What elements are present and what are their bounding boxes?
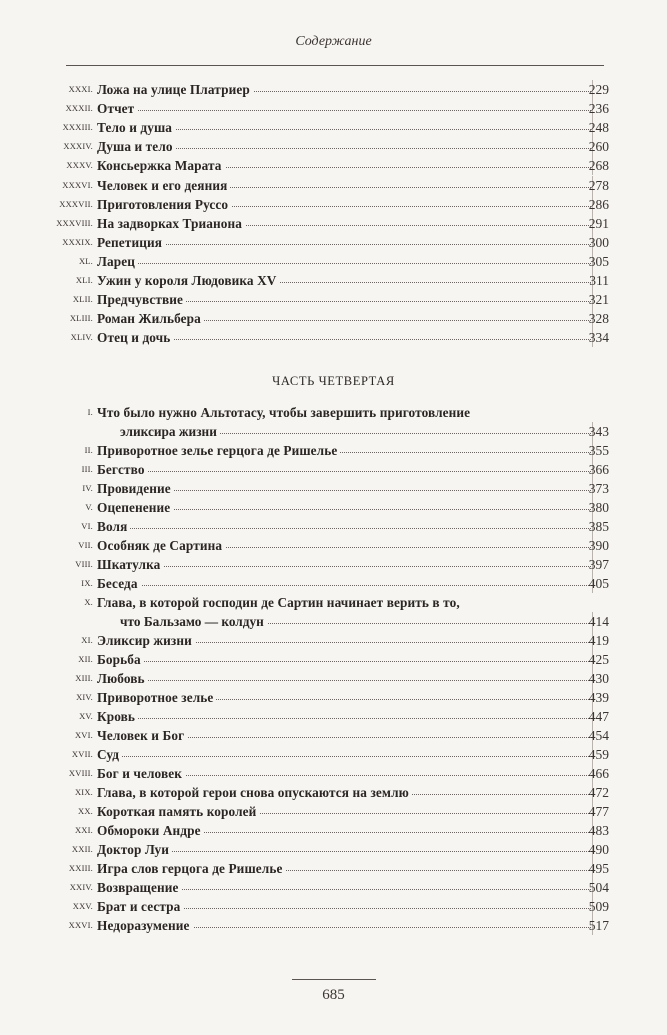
page-ref: 447 [588,709,609,724]
chapter-title: Кровь [97,707,138,726]
dot-leader [97,263,591,264]
page-ref: 472 [588,785,609,800]
toc-entry[interactable] [0,403,667,422]
dot-leader [97,244,591,245]
part-four-heading: ЧАСТЬ ЧЕТВЕРТАЯ [272,374,395,388]
chapter-title: Консьержка Марата [97,156,225,175]
chapter-title: Брат и сестра [97,897,183,916]
chapter-number: VI. [81,521,93,531]
dot-leader [97,661,591,662]
toc-entry[interactable] [0,137,667,156]
chapter-title: Обмороки Андре [97,821,204,840]
page-ref: 466 [588,766,609,781]
chapter-number: XXIII. [68,863,93,873]
dot-leader [97,718,591,719]
page-ref: 385 [588,519,609,534]
toc-entry[interactable] [0,80,667,99]
toc-entry-continuation[interactable] [0,422,667,441]
page-ref: 334 [588,330,609,346]
page-ref: 425 [588,652,609,667]
chapter-title: Эликсир жизни [97,631,195,650]
chapter-number: XXXIII. [62,122,93,133]
toc-entry[interactable] [0,498,667,517]
chapter-number: II. [84,445,93,455]
chapter-number: XIX. [74,787,93,797]
chapter-number: XXXVII. [59,198,93,209]
toc-entry[interactable] [0,328,667,347]
toc-entry[interactable] [0,460,667,479]
toc-entry[interactable] [0,783,667,802]
page-ref: 454 [588,728,609,743]
chapter-title: Борьба [97,650,144,669]
chapter-title: Провидение [97,479,174,498]
chapter-title: Глава, в которой герои снова опускаются на землю [97,783,412,802]
toc-entry[interactable] [0,195,667,214]
chapter-number: V. [85,502,93,512]
chapter-title: Душа и тело [97,137,176,156]
toc-entry[interactable] [0,859,667,878]
page-ref: 291 [588,215,609,231]
toc-entry[interactable] [0,271,667,290]
toc-entry[interactable] [0,555,667,574]
page-ref: 311 [589,273,609,288]
chapter-title: Ужин у короля Людовика XV [97,271,280,290]
chapter-title: Отчет [97,99,137,118]
toc-entry[interactable] [0,118,667,137]
chapter-number: XLI. [75,275,93,285]
running-head: Содержание [295,34,372,49]
toc-entry[interactable] [0,252,667,271]
dot-leader [97,680,591,681]
chapter-number: XX. [77,806,93,816]
toc-entry[interactable] [0,669,667,688]
chapter-number: I. [87,407,93,417]
chapter-title: Отец и дочь [97,328,173,347]
chapter-title: Приворотное зелье [97,688,216,707]
page-ref: 321 [588,292,609,308]
toc-entry-continuation[interactable] [0,612,667,631]
chapter-title: Особняк де Сартина [97,536,225,555]
page-ref: 305 [588,253,609,269]
toc-entry[interactable] [0,214,667,233]
chapter-title: Приготовления Руссо [97,195,231,214]
page-ref: 328 [588,311,609,327]
page-ref: 300 [588,234,609,250]
page-ref: 397 [588,557,609,572]
chapter-title: Бегство [97,460,148,479]
page-ref: 483 [588,823,609,838]
chapter-number: III. [81,464,93,474]
chapter-number: XXXVIII. [56,217,93,228]
chapter-number: XLIV. [70,332,93,343]
page-ref: 366 [588,462,609,477]
chapter-title: Бог и человек [97,764,185,783]
chapter-number: XXXV. [66,160,93,171]
page-ref: 459 [588,747,609,762]
page-ref: 430 [588,671,609,686]
toc-entry[interactable] [0,688,667,707]
page-ref: 509 [588,899,609,914]
chapter-title: Суд [97,745,122,764]
chapter-title: Приворотное зелье герцога де Ришелье [97,441,340,460]
chapter-title: Любовь [97,669,148,688]
toc-entry[interactable] [0,441,667,460]
page-ref: 248 [588,120,609,136]
toc-entry[interactable] [0,878,667,897]
toc-entry[interactable] [0,726,667,745]
dot-leader [97,528,591,529]
chapter-number: XI. [81,635,93,645]
toc-entry[interactable] [0,897,667,916]
chapter-number: XXIV. [69,882,93,892]
toc-entry[interactable] [0,916,667,935]
toc-entry[interactable] [0,650,667,669]
chapter-title: Шкатулка [97,555,163,574]
chapter-number: IX. [81,578,93,588]
toc-entry[interactable] [0,517,667,536]
header-rule [66,65,604,66]
toc-entry[interactable] [0,233,667,252]
page-ref: 236 [588,101,609,117]
toc-entry[interactable] [0,290,667,309]
chapter-title: Короткая память королей [97,802,259,821]
page-ref: 260 [588,139,609,155]
page-ref: 343 [588,424,609,439]
chapter-title: Предчувствие [97,290,186,309]
page-ref: 419 [588,633,609,648]
page-ref: 490 [588,842,609,857]
dot-leader [97,110,591,111]
page-ref: 268 [588,158,609,174]
toc-entry[interactable] [0,99,667,118]
chapter-number: XLII. [72,294,93,305]
toc-entry[interactable] [0,593,667,612]
chapter-number: XXXII. [65,103,93,114]
toc-entry[interactable] [0,631,667,650]
chapter-number: XL. [78,255,93,266]
page-ref: 373 [588,481,609,496]
chapter-number: XIV. [76,692,93,702]
toc-entry[interactable] [0,745,667,764]
chapter-number: XXVI. [68,920,93,930]
page-ref: 495 [588,861,609,876]
toc-entry[interactable] [0,707,667,726]
dot-leader [97,566,591,567]
dot-leader [97,585,591,586]
chapter-number: VIII. [75,559,93,569]
toc-entry[interactable] [0,536,667,555]
page-ref: 517 [588,918,609,933]
toc-entry[interactable] [0,156,667,175]
chapter-title: Репетиция [97,233,165,252]
chapter-title: Беседа [97,574,141,593]
dot-leader [97,471,591,472]
chapter-number: IV. [82,483,93,493]
toc-entry[interactable] [0,764,667,783]
page-ref: 278 [588,177,609,193]
chapter-title: Игра слов герцога де Ришелье [97,859,285,878]
chapter-title: Человек и его деяния [97,176,230,195]
chapter-number: XXXI. [68,84,93,94]
chapter-title-continuation: эликсира жизни [120,422,220,441]
chapter-title: Что было нужно Альтотасу, чтобы завершить приготовление [97,403,473,422]
chapter-number: VII. [78,540,93,550]
chapter-number: XLIII. [69,313,93,324]
page-ref: 504 [588,880,609,895]
page-ref: 414 [588,614,609,629]
chapter-title: На задворках Трианона [97,214,245,233]
page-ref: 390 [588,538,609,553]
page-number: 685 [322,987,345,1003]
chapter-number: XIII. [75,673,93,683]
chapter-title: Роман Жильбера [97,309,204,328]
toc-entry[interactable] [0,840,667,859]
page-ref: 439 [588,690,609,705]
chapter-title-continuation: что Бальзамо — колдун [120,612,267,631]
page-ref: 380 [588,500,609,515]
chapter-number: XVI. [74,730,93,740]
chapter-number: XII. [78,654,93,664]
chapter-title: Возвращение [97,878,182,897]
chapter-number: XXV. [72,901,93,911]
chapter-number: XV. [79,711,93,721]
toc-entry[interactable] [0,176,667,195]
toc-entry[interactable] [0,479,667,498]
page-ref: 229 [588,82,609,97]
page-ref: 477 [588,804,609,819]
chapter-title: Ларец [97,252,138,271]
chapter-title: Воля [97,517,130,536]
chapter-title: Доктор Луи [97,840,172,859]
footer-rule [292,979,376,980]
chapter-number: XXXIV. [63,141,93,152]
chapter-title: Человек и Бог [97,726,187,745]
dot-leader [97,756,591,757]
toc-entry[interactable] [0,574,667,593]
chapter-number: XXXIX. [62,236,93,247]
chapter-number: X. [84,597,93,607]
chapter-number: XVIII. [68,768,93,778]
chapter-number: XXXVI. [62,179,93,190]
chapter-number: XXI. [74,825,93,835]
chapter-title: Глава, в которой господин де Сартин начинает верить в то, [97,593,463,612]
chapter-number: XXII. [71,844,93,854]
chapter-title: Оцепенение [97,498,173,517]
toc-entry[interactable] [0,802,667,821]
chapter-title: Тело и душа [97,118,175,137]
page-ref: 405 [588,576,609,591]
chapter-title: Недоразумение [97,916,193,935]
toc-entry[interactable] [0,821,667,840]
chapter-number: XVII. [71,749,93,759]
toc-entry[interactable] [0,309,667,328]
page-ref: 355 [588,443,609,458]
page-ref: 286 [588,196,609,212]
chapter-title: Ложа на улице Платриер [97,80,253,99]
